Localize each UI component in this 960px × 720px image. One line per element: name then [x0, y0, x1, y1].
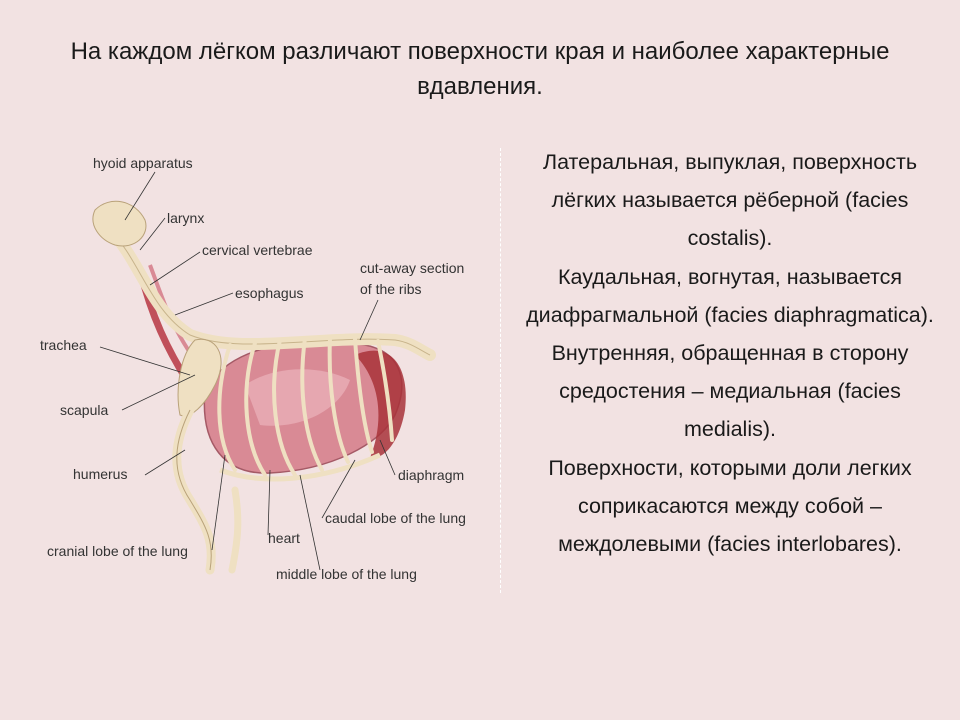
- label-cranial-lobe: cranial lobe of the lung: [47, 543, 188, 559]
- skull-shape: [93, 201, 146, 246]
- label-esophagus: esophagus: [235, 285, 304, 301]
- divider: [500, 148, 502, 593]
- slide-title: На каждом лёгком различают поверхности края и наиболее характерные вдавления.: [70, 38, 890, 100]
- label-of-the-ribs: of the ribs: [360, 281, 422, 297]
- label-cut-away-section: cut-away section: [360, 260, 465, 276]
- label-hyoid-apparatus: hyoid apparatus: [93, 155, 193, 171]
- body-text: [520, 143, 940, 563]
- label-heart: heart: [268, 530, 300, 546]
- label-middle-lobe: middle lobe of the lung: [276, 566, 417, 582]
- label-scapula: scapula: [60, 402, 109, 418]
- paragraph-costal-surface: Латеральная, выпуклая, поверхность лёгких называется рёберной (facies costalis).: [542, 150, 918, 251]
- forelimb-lower: [232, 490, 238, 570]
- label-cervical-vertebrae: cervical vertebrae: [202, 242, 313, 258]
- lung-anatomy-diagram: [0, 140, 510, 600]
- paragraph-medial-surface: Внутренняя, обращенная в сторону средостения – медиальная (facies medialis).: [551, 341, 909, 442]
- label-larynx: larynx: [167, 210, 205, 226]
- paragraph-diaphragmatic-surface: Каудальная, вогнутая, называется диафрагмальной (facies diaphragmatica).: [526, 264, 934, 327]
- label-trachea: trachea: [40, 337, 87, 353]
- label-caudal-lobe: caudal lobe of the lung: [325, 510, 466, 526]
- paragraph-interlobar-surface: Поверхности, которыми доли легких соприкасаются между собой –междолевыми (facies interlobares).: [548, 455, 912, 557]
- label-diaphragm: diaphragm: [398, 467, 465, 483]
- anatomy-illustration: [0, 140, 510, 600]
- label-humerus: humerus: [73, 466, 128, 482]
